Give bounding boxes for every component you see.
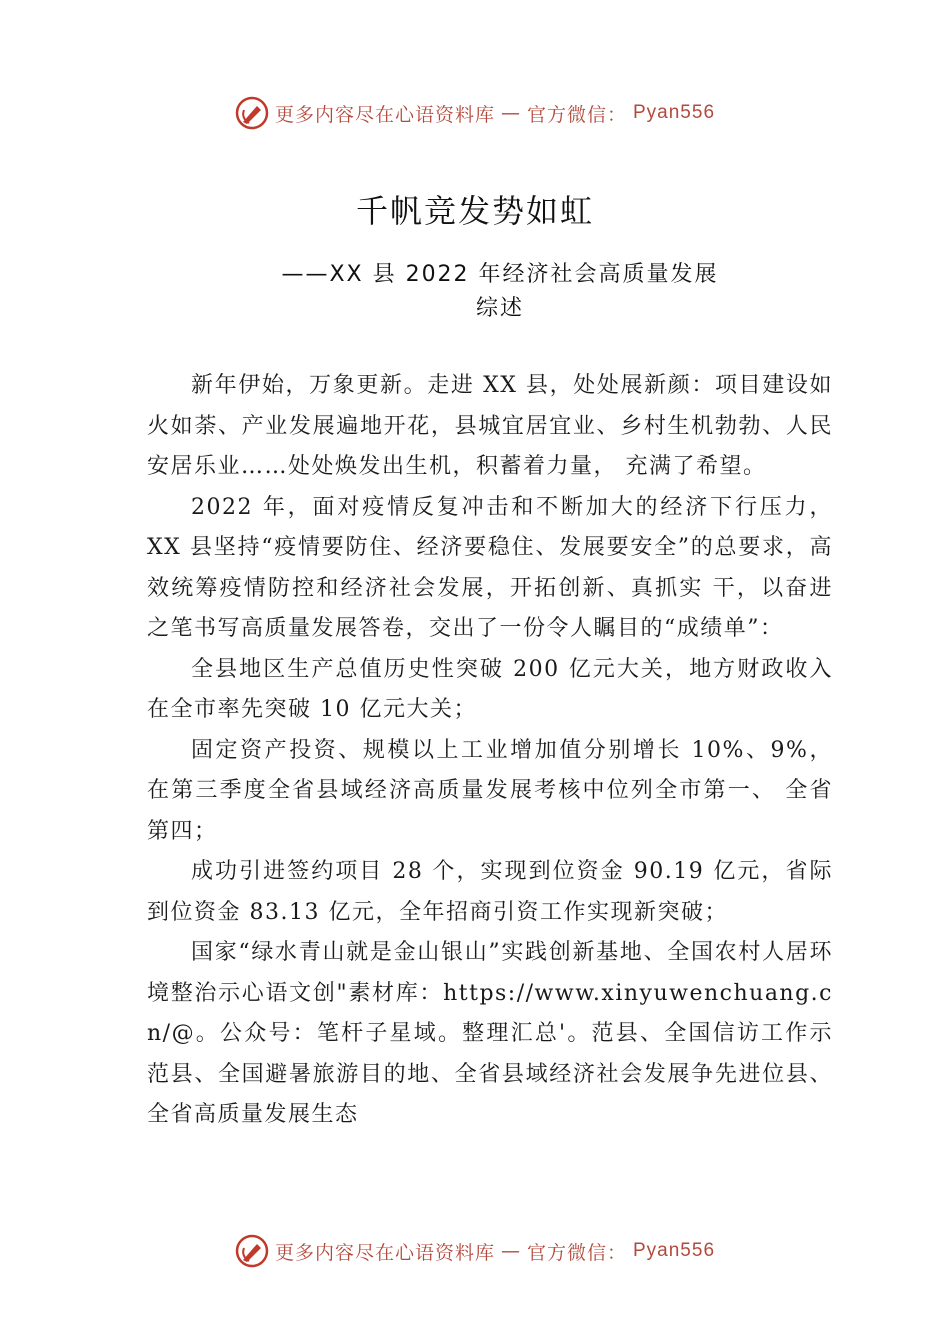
banner-separator: —	[500, 1240, 521, 1262]
paragraph: 全县地区生产总值历史性突破 200 亿元大关，地方财政收入在全市率先突破 10 亿元大关；	[147, 656, 833, 722]
banner-contact-label: 官方微信：	[526, 1241, 627, 1264]
pen-nib-logo-icon	[235, 1234, 269, 1268]
pen-nib-logo-icon	[235, 96, 269, 130]
banner-contact-account: Pyan556	[633, 1240, 716, 1261]
paragraph: 成功引进签约项目 28 个，实现到位资金 90.19 亿元，省际到位资金 83.13 亿元，全年招商引资工作实现新突破；	[147, 859, 833, 925]
paragraph: 2022 年，面对疫情反复冲击和不断加大的经济下行压力，XX 县坚持“疫情要防住、经济要稳住、发展要安全”的总要求，高效统筹疫情防控和经济社会发展，开拓创新、真抓实 干，以奋进之笔书写高质量发展答卷，交出了一份令人瞩目的“成绩单”：	[147, 494, 833, 641]
header-banner	[0, 96, 950, 130]
banner-contact-account: Pyan556	[633, 102, 716, 123]
document-subtitle: ——XX 县 2022 年经济社会高质量发展综述	[281, 262, 719, 321]
banner-contact-label: 官方微信：	[526, 103, 627, 126]
paragraph: 新年伊始，万象更新。走进 XX 县，处处展新颜：项目建设如火如荼、产业发展遍地开花，县城宜居宜业、乡村生机勃勃、人民安居乐业……处处焕发出生机，积蓄着力量， 充满了希望。	[147, 373, 833, 479]
document-title: 千帆竞发势如虹	[355, 192, 594, 230]
paragraph: 固定资产投资、规模以上工业增加值分别增长 10%、9%， 在第三季度全省县域经济高质量发展考核中位列全市第一、 全省第四；	[147, 737, 833, 844]
banner-separator: —	[500, 102, 521, 124]
footer-banner	[0, 1234, 950, 1268]
document-body	[147, 366, 833, 1136]
banner-brand-text: 更多内容尽在心语资料库	[274, 103, 495, 126]
paragraph: 国家“绿水青山就是金山银山”实践创新基地、全国农村人居环境整治示心语文创"素材库：https://www.xinyuwenchuang.cn/@。公众号：笔杆子星域。整理汇总'。范县、全国信访工作示范县、全国避暑旅游目的地、全省县域经济社会发展争先进位县、全省高质量发展生态	[147, 940, 833, 1127]
banner-brand-text: 更多内容尽在心语资料库	[274, 1241, 495, 1264]
